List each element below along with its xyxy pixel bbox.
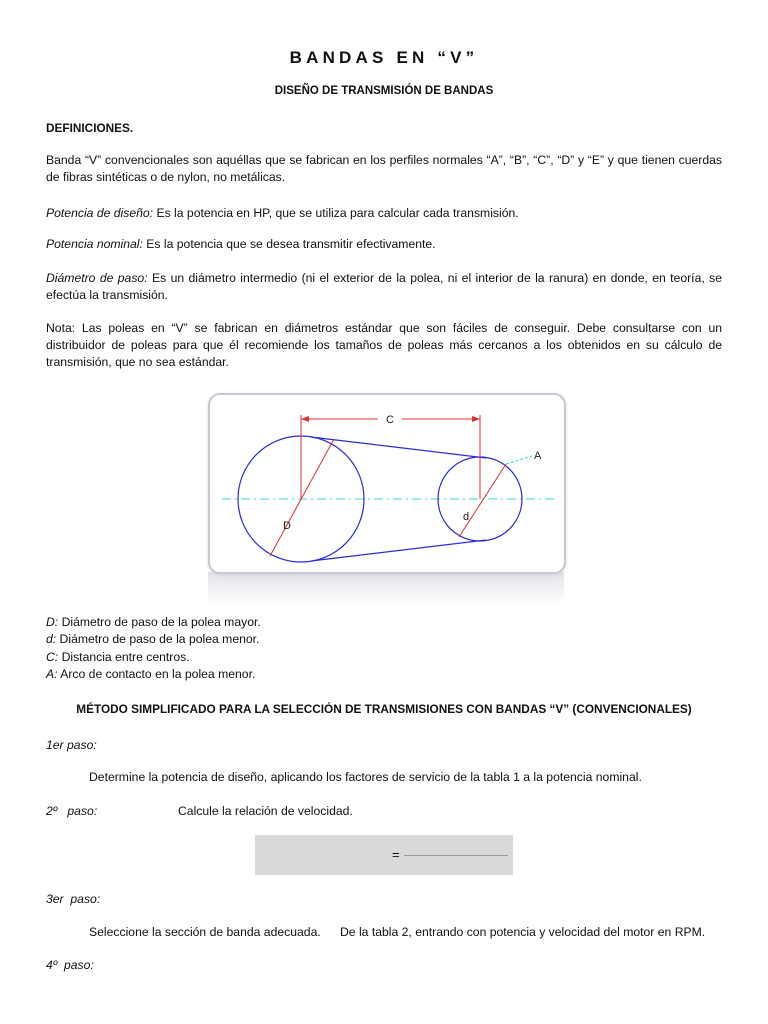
document-title: BANDAS EN “V” (289, 48, 479, 67)
formula-equals: = (392, 847, 400, 862)
legend-text: Arco de contacto en la polea menor. (57, 667, 256, 681)
label-a: A (534, 450, 542, 462)
definition-diametro-paso (46, 270, 722, 304)
legend-A (46, 666, 255, 683)
legend-C (46, 649, 190, 666)
step3-text-a: Seleccione la sección de banda adecuada. (89, 925, 321, 939)
legend-text: Diámetro de paso de la polea mayor. (58, 615, 261, 629)
formula-box (255, 835, 513, 875)
diameter-d-line (459, 464, 506, 537)
arc-leader-line (506, 456, 532, 464)
step3-label: 3er paso: (46, 892, 101, 906)
document-subtitle: DISEÑO DE TRANSMISIÓN DE BANDAS (274, 85, 494, 97)
label-d: d (463, 511, 470, 523)
label-c: C (386, 414, 394, 426)
diameter-D-line (270, 439, 334, 556)
definitions-heading: DEFINICIONES. (46, 121, 134, 135)
step2-label: 2º paso: (46, 804, 98, 818)
definition-potencia-diseno (46, 205, 722, 222)
figure-reflection (208, 572, 564, 606)
definition-term: Diámetro de paso: (46, 271, 148, 285)
paragraph-banda-v: Banda “V” convencionales son aquéllas que se fabrican en los perfiles normales “A”, “B”, “C”, “D” y “E” y que tienen cuerdas de fibras sintéticas o de nylon, no metálicas. (46, 153, 722, 184)
definition-text: Es un diámetro intermedio (ni el exterior de la polea, ni el interior de la ranura) en donde, en teoría, se efectúa la transmisión. (46, 271, 722, 302)
pulley-figure (208, 393, 566, 574)
legend-d (46, 631, 259, 648)
step2-text: Calcule la relación de velocidad. (178, 804, 353, 818)
step1-label: 1er paso: (46, 738, 97, 752)
formula-fraction-line (404, 855, 508, 856)
step3-text-b: De la tabla 2, entrando con potencia y velocidad del motor en RPM. (340, 925, 706, 939)
definition-text: Es la potencia que se desea transmitir efectivamente. (142, 237, 436, 251)
legend-text: Diámetro de paso de la polea menor. (56, 632, 260, 646)
arrowhead (472, 416, 480, 422)
legend-term: A: (46, 667, 58, 681)
step1-text: Determine la potencia de diseño, aplicando los factores de servicio de la tabla 1 a la potencia nominal. (89, 770, 642, 784)
label-D: D (283, 520, 291, 532)
method-heading: MÉTODO SIMPLIFICADO PARA LA SELECCIÓN DE TRANSMISIONES CON BANDAS “V” (CONVENCIONALES) (76, 702, 692, 716)
legend-term: D: (46, 615, 59, 629)
pulley-diagram (210, 395, 564, 572)
paragraph-nota: Nota: Las poleas en “V” se fabrican en diámetros estándar que son fáciles de conseguir. Debe consultarse con un distribuidor de poleas para que él recomiende los tamaños de poleas más cercanos a los obtenidos en su cálculo de transmisión, que no sea estándar. (46, 321, 722, 369)
legend-text: Distancia entre centros. (58, 650, 190, 664)
legend-term: d: (46, 632, 57, 646)
legend-D (46, 614, 261, 631)
arrowhead (301, 416, 309, 422)
definition-term: Potencia de diseño: (46, 206, 154, 220)
legend-term: C: (46, 650, 59, 664)
definition-potencia-nominal (46, 236, 722, 253)
step4-label: 4º paso: (46, 958, 94, 972)
definition-text: Es la potencia en HP, que se utiliza para calcular cada transmisión. (153, 206, 519, 220)
definition-term: Potencia nominal: (46, 237, 143, 251)
